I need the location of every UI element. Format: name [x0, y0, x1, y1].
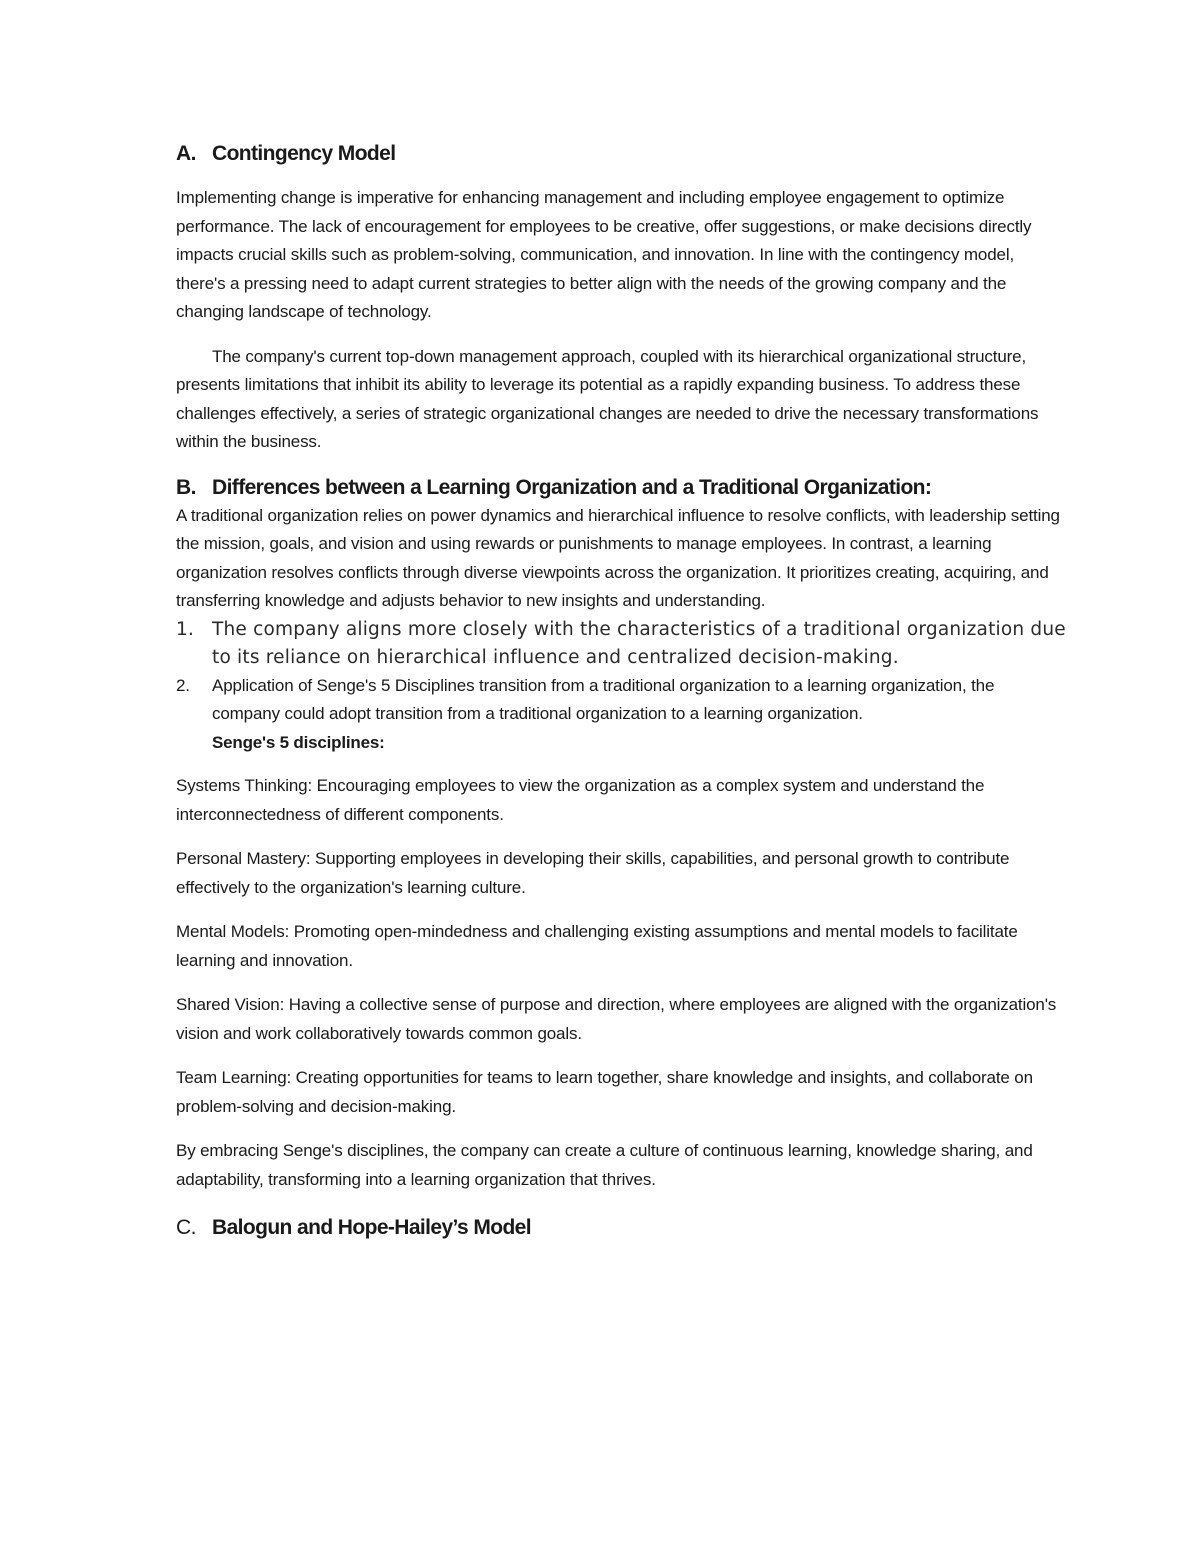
list-item-text: Application of Senge's 5 Disciplines transition from a traditional organization to a learning organization, the company could adopt transition from a traditional organization to a learning organization. — [212, 675, 995, 723]
section-a-marker: A. — [176, 142, 196, 165]
discipline-systems-thinking: Systems Thinking: Encouraging employees to view the organization as a complex system and understand the interconnectedness of different components. — [176, 776, 985, 824]
section-c-marker: C. — [176, 1216, 196, 1239]
section-b-conclusion: By embracing Senge's disciplines, the company can create a culture of continuous learning, knowledge sharing, and adaptability, transforming into a learning organization that thrives. — [176, 1141, 1033, 1189]
discipline-personal-mastery: Personal Mastery: Supporting employees in developing their skills, capabilities, and personal growth to contribute effectively to the organization's learning culture. — [176, 849, 1010, 897]
list-item — [176, 616, 1066, 672]
section-b-marker: B. — [176, 475, 196, 499]
list-item-number: 1. — [176, 618, 195, 640]
section-b-list — [176, 616, 1066, 729]
discipline-mental-models: Mental Models: Promoting open-mindedness and challenging existing assumptions and mental models to facilitate learning and innovation. — [176, 922, 1018, 970]
section-b-intro: A traditional organization relies on power dynamics and hierarchical influence to resolve conflicts, with leadership setting the mission, goals, and vision and using rewards or punishments to manage employees. In contrast, a learning organization resolves conflicts through diverse viewpoints across the organization. It prioritizes creating, acquiring, and transferring knowledge and adjusts behavior to new insights and understanding. — [176, 505, 1060, 610]
list-item-number: 2. — [176, 675, 190, 695]
list-item-text: The company aligns more closely with the characteristics of a traditional organization due to its reliance on hierarchical influence and centralized decision-making. — [212, 618, 1066, 668]
section-c-title: Balogun and Hope-Hailey’s Model — [212, 1216, 531, 1239]
discipline-shared-vision: Shared Vision: Having a collective sense of purpose and direction, where employees are aligned with the organization's vision and work collaboratively towards common goals. — [176, 995, 1057, 1043]
disciplines-subheading: Senge's 5 disciplines: — [212, 732, 385, 752]
document-page — [176, 138, 1066, 1240]
section-b-title: Differences between a Learning Organization and a Traditional Organization: — [212, 475, 932, 499]
section-a-title: Contingency Model — [212, 142, 396, 165]
section-a-paragraph-2: The company's current top-down management approach, coupled with its hierarchical organizational structure, presents limitations that inhibit its ability to leverage its potential as a rapidly expanding business. To address these challenges effectively, a series of strategic organizational changes are needed to drive the necessary transformations within the business. — [176, 346, 1039, 451]
section-b-heading — [176, 476, 1066, 500]
list-item — [176, 672, 1066, 729]
section-a-heading — [176, 142, 1066, 166]
section-a-paragraph-1: Implementing change is imperative for enhancing management and including employee engagement to optimize performance. The lack of encouragement for employees to be creative, offer suggestions, or make decisions directly impacts crucial skills such as problem-solving, communication, and innovation. In line with the contingency model, there's a pressing need to adapt current strategies to better align with the needs of the growing company and the changing landscape of technology. — [176, 188, 1032, 321]
section-c-heading — [176, 1216, 1066, 1240]
discipline-team-learning: Team Learning: Creating opportunities for teams to learn together, share knowledge and insights, and collaborate on problem-solving and decision-making. — [176, 1068, 1033, 1116]
